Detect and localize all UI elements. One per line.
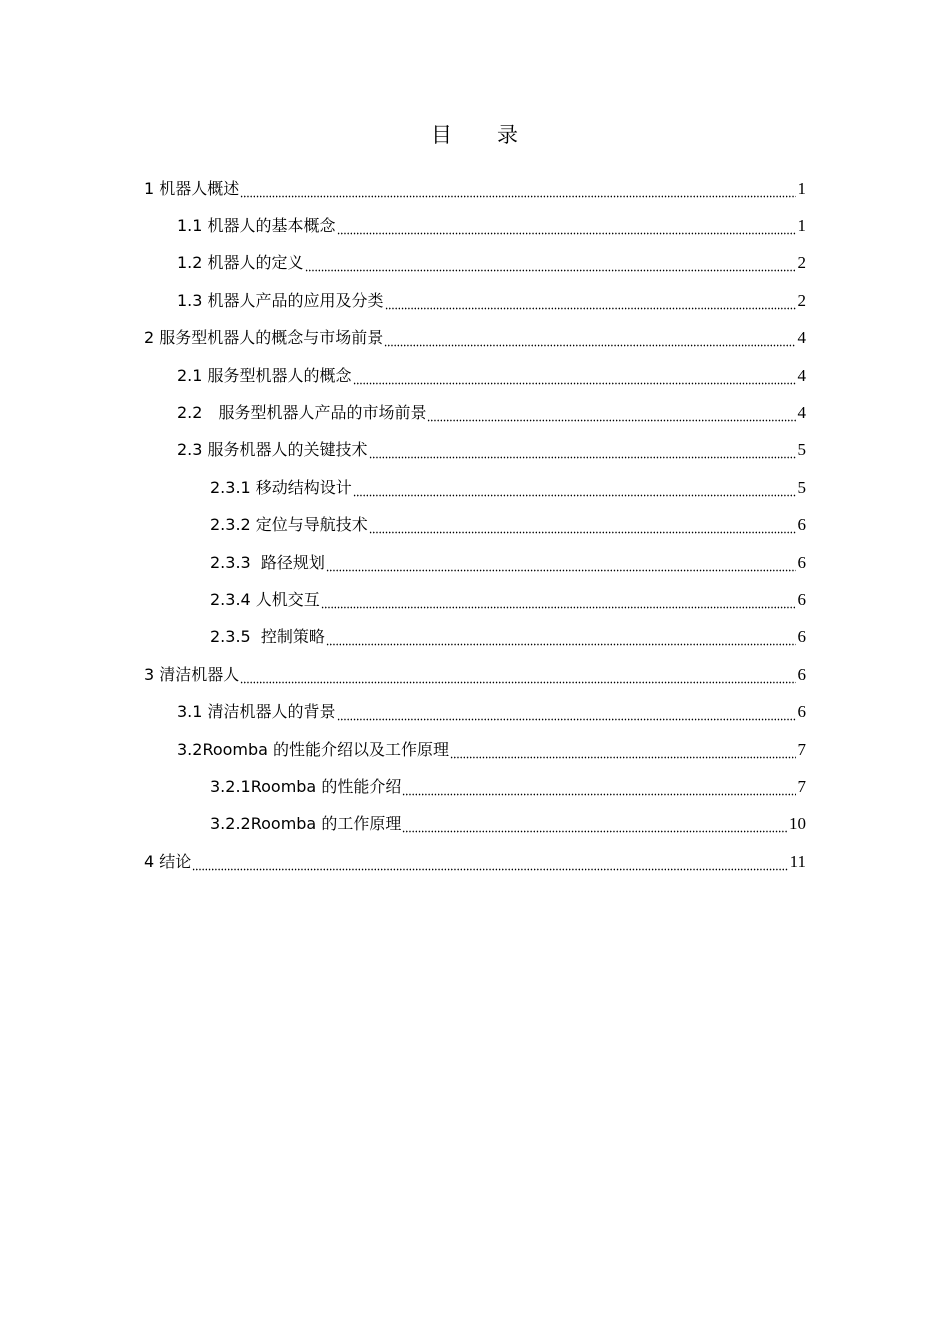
toc-title-char-2: 录 <box>497 123 519 147</box>
toc-entry-page: 1 <box>797 178 806 198</box>
toc-entry-label: 4 结论 <box>144 851 192 871</box>
toc-dot-leader <box>385 300 796 310</box>
toc-entry[interactable] <box>0 806 806 843</box>
toc-entry-label: 2.1 服务型机器人的概念 <box>177 365 352 385</box>
toc-dot-leader <box>369 524 796 534</box>
toc-entry-page: 6 <box>797 702 806 722</box>
toc-entry-label: 2.3.5 控制策略 <box>210 627 325 647</box>
toc-entry-page: 4 <box>797 365 806 385</box>
toc-dot-leader <box>326 562 796 572</box>
toc-entry-page: 7 <box>797 739 806 759</box>
toc-entry[interactable] <box>0 693 806 730</box>
toc-entry-page: 7 <box>797 776 806 796</box>
toc-dot-leader <box>192 861 787 871</box>
toc-entry-label: 2 服务型机器人的概念与市场前景 <box>144 328 384 348</box>
toc-list <box>0 170 950 880</box>
toc-entry[interactable] <box>0 320 806 357</box>
toc-dot-leader <box>240 674 795 684</box>
toc-entry[interactable] <box>0 469 806 506</box>
toc-entry-label: 2.3.3 路径规划 <box>210 552 325 572</box>
toc-entry[interactable] <box>0 245 806 282</box>
toc-entry-page: 5 <box>797 477 806 497</box>
toc-title <box>0 121 950 149</box>
toc-entry-page: 10 <box>789 814 806 834</box>
toc-entry-page: 6 <box>797 589 806 609</box>
toc-entry-page: 11 <box>789 851 806 871</box>
toc-dot-leader <box>402 786 795 796</box>
toc-entry[interactable] <box>0 207 806 244</box>
toc-dot-leader <box>240 188 795 198</box>
toc-entry-page: 6 <box>797 627 806 647</box>
toc-entry-label: 3.2.1Roomba 的性能介绍 <box>210 776 402 796</box>
toc-entry-page: 2 <box>797 253 806 273</box>
toc-entry-label: 2.3.4 人机交互 <box>210 589 320 609</box>
toc-entry-label: 1.1 机器人的基本概念 <box>177 216 336 236</box>
toc-entry-page: 6 <box>797 515 806 535</box>
toc-entry-page: 6 <box>797 552 806 572</box>
toc-entry-label: 2.3.2 定位与导航技术 <box>210 515 368 535</box>
toc-entry-label: 2.3.1 移动结构设计 <box>210 477 352 497</box>
toc-entry-label: 3.2Roomba 的性能介绍以及工作原理 <box>177 739 450 759</box>
toc-entry-label: 1 机器人概述 <box>144 178 240 198</box>
toc-entry-label: 1.3 机器人产品的应用及分类 <box>177 290 384 310</box>
toc-dot-leader <box>402 823 787 833</box>
toc-entry-page: 5 <box>797 440 806 460</box>
toc-entry[interactable] <box>0 394 806 431</box>
toc-dot-leader <box>321 599 796 609</box>
toc-entry[interactable] <box>0 619 806 656</box>
toc-entry[interactable] <box>0 282 806 319</box>
toc-entry[interactable] <box>0 656 806 693</box>
toc-dot-leader <box>305 262 796 272</box>
toc-entry-label: 3.1 清洁机器人的背景 <box>177 702 336 722</box>
toc-entry-page: 2 <box>797 290 806 310</box>
toc-entry-label: 2.3 服务机器人的关键技术 <box>177 440 368 460</box>
toc-entry-page: 4 <box>797 403 806 423</box>
toc-entry[interactable] <box>0 731 806 768</box>
toc-entry[interactable] <box>0 357 806 394</box>
toc-entry-page: 4 <box>797 328 806 348</box>
toc-dot-leader <box>384 337 795 347</box>
toc-dot-leader <box>353 375 796 385</box>
toc-entry-label: 2.2 服务型机器人产品的市场前景 <box>177 403 427 423</box>
toc-dot-leader <box>369 449 796 459</box>
toc-entry-label: 3.2.2Roomba 的工作原理 <box>210 814 402 834</box>
toc-entry[interactable] <box>0 544 806 581</box>
toc-entry-label: 1.2 机器人的定义 <box>177 253 304 273</box>
toc-entry-page: 6 <box>797 664 806 684</box>
toc-entry[interactable] <box>0 843 806 880</box>
toc-entry[interactable] <box>0 581 806 618</box>
toc-dot-leader <box>337 225 796 235</box>
toc-entry[interactable] <box>0 507 806 544</box>
toc-dot-leader <box>427 412 795 422</box>
toc-dot-leader <box>353 487 796 497</box>
toc-entry[interactable] <box>0 432 806 469</box>
toc-dot-leader <box>450 749 795 759</box>
toc-entry[interactable] <box>0 170 806 207</box>
toc-entry-label: 3 清洁机器人 <box>144 664 240 684</box>
toc-entry-page: 1 <box>797 216 806 236</box>
toc-title-char-1: 目 <box>431 123 453 147</box>
toc-dot-leader <box>337 711 796 721</box>
toc-entry[interactable] <box>0 768 806 805</box>
toc-dot-leader <box>326 636 796 646</box>
